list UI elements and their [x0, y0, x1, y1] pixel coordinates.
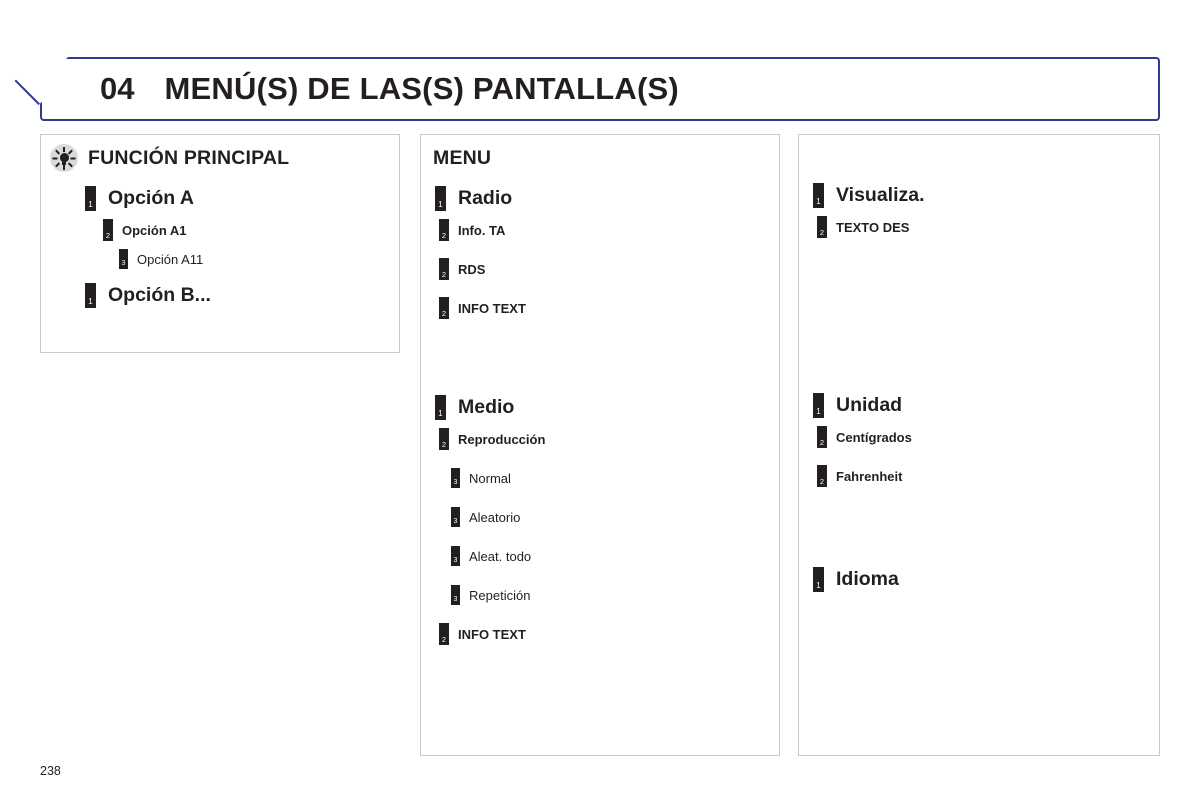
level-tag: 2 [817, 465, 827, 487]
lightbulb-icon [50, 144, 78, 172]
level-tag: 2 [439, 428, 449, 450]
level-tag: 1 [813, 393, 824, 418]
level-tag: 3 [451, 468, 460, 488]
list-item[interactable] [813, 183, 1159, 208]
level-tag: 3 [451, 585, 460, 605]
list-item-label: Aleatorio [469, 509, 521, 525]
panel-main-function [40, 134, 400, 353]
level-tag: 1 [85, 283, 96, 308]
list-item-label: Unidad [836, 394, 903, 416]
list-item[interactable] [817, 426, 1159, 448]
menu-tree-idioma [799, 567, 1159, 592]
panel-title: MENU [433, 147, 492, 169]
list-item-label: Visualiza. [836, 184, 925, 206]
menu-tree-unidad [799, 393, 1159, 487]
panel-display-settings [798, 134, 1160, 756]
list-item[interactable] [451, 468, 779, 488]
list-item-label: INFO TEXT [458, 626, 526, 642]
list-item[interactable] [119, 249, 399, 269]
list-item[interactable] [439, 219, 779, 241]
chapter-number: 04 [100, 71, 135, 106]
list-item[interactable] [817, 216, 1159, 238]
page-header-banner [40, 57, 1160, 121]
list-item-label: Fahrenheit [836, 468, 903, 484]
panel-menu [420, 134, 780, 756]
list-item-label: Centígrados [836, 429, 912, 445]
panel-title: FUNCIÓN PRINCIPAL [88, 146, 290, 169]
list-item-label: Radio [458, 187, 513, 209]
list-item[interactable] [813, 567, 1159, 592]
list-item[interactable] [439, 297, 779, 319]
list-item-label: Opción A [108, 187, 194, 209]
list-item[interactable] [813, 393, 1159, 418]
list-item[interactable] [439, 258, 779, 280]
list-item-label: Aleat. todo [469, 548, 532, 564]
list-item-label: Repetición [469, 587, 531, 603]
level-tag: 2 [439, 623, 449, 645]
list-item[interactable] [817, 465, 1159, 487]
list-item-label: Idioma [836, 568, 899, 590]
list-item-label: Info. TA [458, 222, 506, 238]
list-item-label: Reproducción [458, 431, 546, 447]
list-item[interactable] [435, 186, 779, 211]
page-number: 238 [40, 764, 61, 778]
list-item-label: Medio [458, 396, 515, 418]
level-tag: 1 [435, 186, 446, 211]
level-tag: 2 [439, 297, 449, 319]
list-item-label: Opción B... [108, 284, 211, 306]
level-tag: 1 [813, 567, 824, 592]
list-item-label: Opción A11 [137, 251, 204, 267]
level-tag: 1 [85, 186, 96, 211]
menu-tree-radio [421, 186, 779, 319]
lightbulb-rays-icon [50, 144, 78, 172]
list-item[interactable] [85, 186, 399, 211]
list-item[interactable] [85, 283, 399, 308]
menu-tree-main-function [41, 186, 399, 308]
level-tag: 2 [817, 216, 827, 238]
level-tag: 3 [451, 507, 460, 527]
list-item[interactable] [451, 546, 779, 566]
level-tag: 1 [813, 183, 824, 208]
list-item[interactable] [451, 585, 779, 605]
level-tag: 3 [451, 546, 460, 566]
level-tag: 3 [119, 249, 128, 269]
page-title: MENÚ(S) DE LAS(S) PANTALLA(S) [164, 71, 679, 106]
list-item[interactable] [103, 219, 399, 241]
menu-tree-visualiza [799, 183, 1159, 238]
level-tag: 1 [435, 395, 446, 420]
menu-tree-medio [421, 395, 779, 645]
level-tag: 2 [439, 219, 449, 241]
list-item-label: RDS [458, 261, 486, 277]
list-item-label: INFO TEXT [458, 300, 526, 316]
level-tag: 2 [439, 258, 449, 280]
list-item[interactable] [435, 395, 779, 420]
list-item-label: Opción A1 [122, 222, 187, 238]
list-item[interactable] [439, 428, 779, 450]
list-item-label: TEXTO DES [836, 219, 910, 235]
panel-header [50, 144, 399, 172]
level-tag: 2 [817, 426, 827, 448]
level-tag: 2 [103, 219, 113, 241]
list-item[interactable] [439, 623, 779, 645]
list-item[interactable] [451, 507, 779, 527]
list-item-label: Normal [469, 470, 511, 486]
